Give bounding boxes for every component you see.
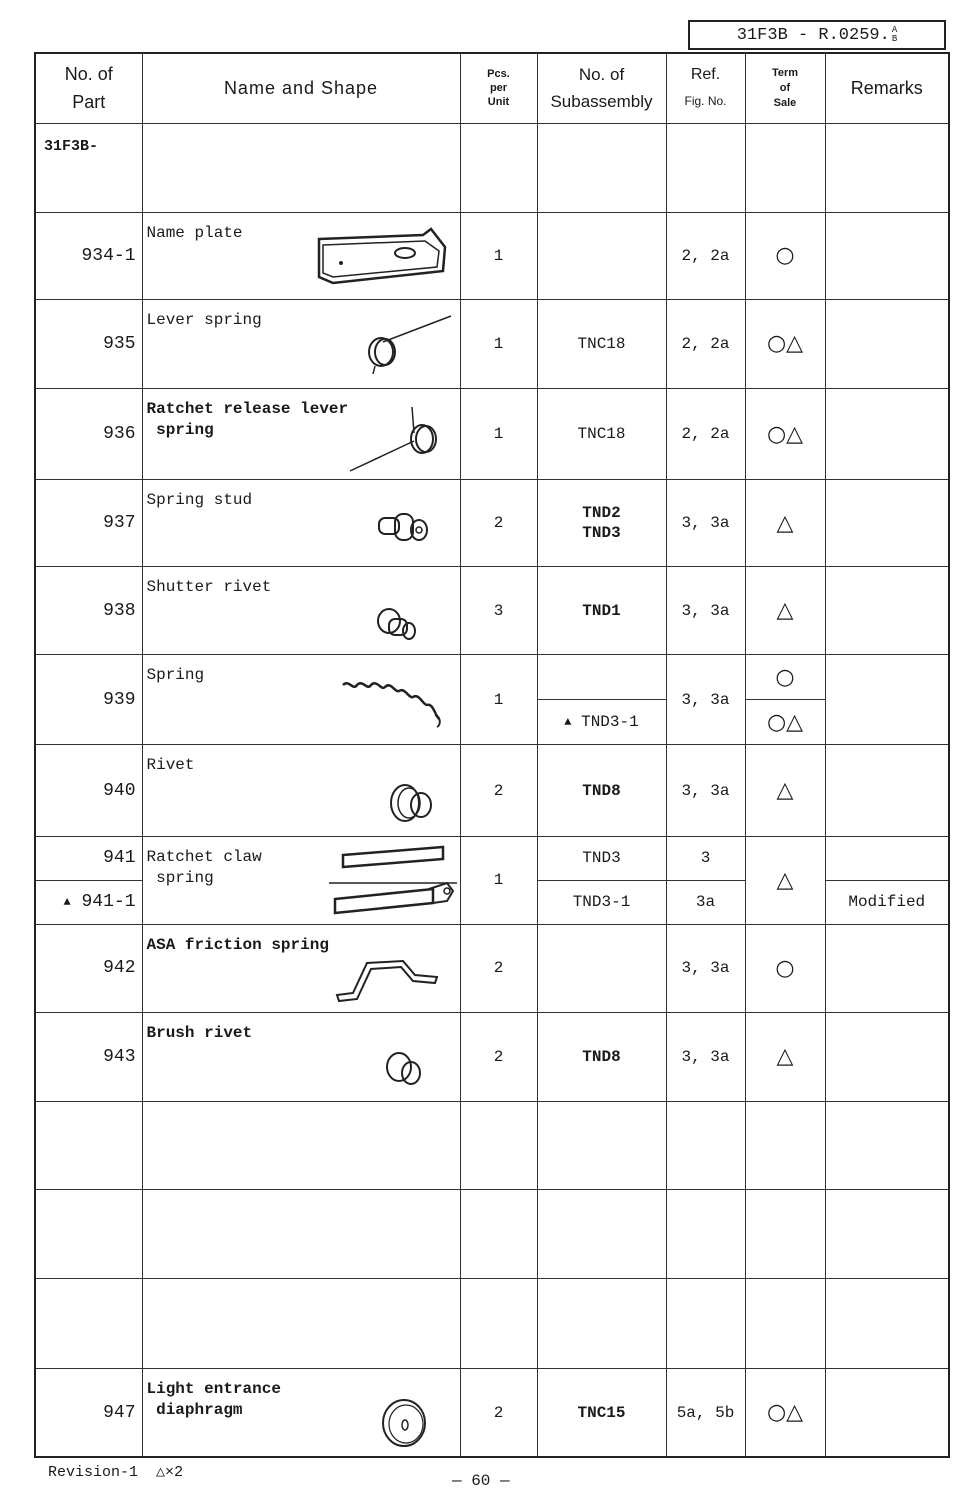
- term-of-sale: ○△: [745, 1369, 825, 1457]
- revision-label: Revision-1: [48, 1464, 139, 1481]
- pcs-per-unit: 1: [460, 299, 537, 388]
- ref-fig: 3, 3a: [666, 480, 745, 567]
- ref-fig: 2, 2a: [666, 212, 745, 299]
- term-of-sale-modified: ○△: [746, 699, 825, 744]
- remarks: [825, 388, 949, 479]
- part-name: Brush rivet: [146, 1023, 253, 1042]
- term-of-sale: ○: [775, 664, 795, 690]
- header-remarks: Remarks: [825, 53, 949, 123]
- part-number: 941: [103, 848, 136, 869]
- pcs-per-unit: 2: [460, 480, 537, 567]
- term-of-sale-cell: [745, 655, 825, 745]
- part-name-cell: [142, 836, 460, 924]
- table-row: [35, 1369, 949, 1457]
- ref-fig: 3: [700, 849, 711, 868]
- part-name-cell: [142, 1012, 460, 1101]
- part-number-modified: ▲ 941-1: [36, 880, 142, 924]
- table-row: [35, 388, 949, 479]
- ref-fig-cell: [666, 836, 745, 924]
- part-number: 943: [35, 1012, 142, 1101]
- term-of-sale: ○: [745, 924, 825, 1012]
- part-name-cell: [142, 745, 460, 836]
- brush-rivet-drawing: [383, 1049, 427, 1089]
- part-name-cell: [142, 655, 460, 745]
- subassembly: TND1: [537, 567, 666, 655]
- remarks: [825, 567, 949, 655]
- ref-fig: 2, 2a: [666, 388, 745, 479]
- shutter-rivet-drawing: [373, 605, 423, 645]
- subassembly: [537, 924, 666, 1012]
- subassembly: [538, 655, 666, 699]
- subassembly-modified: TND3-1: [538, 880, 666, 924]
- remarks: [825, 745, 949, 836]
- part-name-cell: [142, 1369, 460, 1457]
- parts-table: [34, 52, 950, 1458]
- term-of-sale: △: [745, 836, 825, 924]
- part-number: 939: [35, 655, 142, 745]
- page-number: — 60 —: [452, 1472, 510, 1490]
- term-of-sale: ○△: [745, 388, 825, 479]
- reference-code-box: [688, 20, 946, 50]
- table-row: [35, 836, 949, 924]
- term-of-sale: △: [745, 1012, 825, 1101]
- part-name: Ratchet claw spring: [146, 847, 262, 887]
- part-name: Spring: [146, 666, 205, 685]
- friction-spring-drawing: [333, 955, 443, 1009]
- table-row: [35, 745, 949, 836]
- part-name: Shutter rivet: [146, 578, 272, 597]
- part-number: 936: [35, 388, 142, 479]
- part-number: 947: [35, 1369, 142, 1457]
- header-subassembly: No. of Subassembly: [537, 53, 666, 123]
- header-ref-fig: Ref. Fig. No.: [666, 53, 745, 123]
- subassembly: TND3: [582, 524, 621, 543]
- ref-fig: 3, 3a: [666, 1012, 745, 1101]
- ref-fig-modified: 3a: [667, 880, 745, 924]
- ref-fig: 3, 3a: [666, 745, 745, 836]
- part-name: Lever spring: [146, 310, 262, 329]
- subassembly-cell: [537, 655, 666, 745]
- table-row: [35, 299, 949, 388]
- empty-row: [35, 1279, 949, 1369]
- subassembly: [537, 212, 666, 299]
- subassembly: TNC18: [537, 388, 666, 479]
- pcs-per-unit: 2: [460, 924, 537, 1012]
- term-of-sale: △: [745, 745, 825, 836]
- header-name-shape: Name and Shape: [142, 53, 460, 123]
- pcs-per-unit: 1: [460, 388, 537, 479]
- subassembly: TNC18: [537, 299, 666, 388]
- remarks-cell: [825, 836, 949, 924]
- reference-code: 31F3B - R.0259.: [736, 25, 890, 45]
- subassembly: TND8: [537, 1012, 666, 1101]
- empty-row: [35, 1190, 949, 1279]
- part-name-cell: [142, 299, 460, 388]
- part-number: 934-1: [35, 212, 142, 299]
- header-term-of-sale: Term of Sale: [745, 53, 825, 123]
- remarks: Modified: [826, 880, 949, 924]
- pcs-per-unit: 3: [460, 567, 537, 655]
- part-number: 938: [35, 567, 142, 655]
- table-row: [35, 655, 949, 745]
- part-name: Spring stud: [146, 491, 253, 510]
- ref-fig: 5a, 5b: [666, 1369, 745, 1457]
- reference-code-suffix: A B: [891, 25, 898, 44]
- remarks: [825, 480, 949, 567]
- table-row: [35, 1012, 949, 1101]
- remarks: [825, 655, 949, 745]
- part-name: ASA friction spring: [146, 935, 329, 954]
- part-number-cell: [35, 836, 142, 924]
- remarks: [825, 299, 949, 388]
- rivet-drawing: [387, 781, 437, 825]
- revision-mark: △×2: [156, 1464, 184, 1481]
- subassembly: TND2: [582, 504, 621, 523]
- pcs-per-unit: 1: [460, 655, 537, 745]
- pcs-per-unit: 2: [460, 745, 537, 836]
- part-name-cell: [142, 924, 460, 1012]
- pcs-per-unit: 2: [460, 1012, 537, 1101]
- remarks: [825, 212, 949, 299]
- header-row: [35, 53, 949, 123]
- empty-row: [35, 1101, 949, 1189]
- part-prefix: 31F3B-: [35, 123, 142, 212]
- ref-fig: 2, 2a: [666, 299, 745, 388]
- part-number: 940: [35, 745, 142, 836]
- subassembly: TND3: [582, 849, 621, 868]
- part-name-cell: [142, 567, 460, 655]
- part-name-cell: [142, 480, 460, 567]
- part-number: 937: [35, 480, 142, 567]
- subassembly-cell: [537, 836, 666, 924]
- table-row: [35, 480, 949, 567]
- remarks: [825, 924, 949, 1012]
- part-name: Ratchet release lever spring: [146, 399, 349, 439]
- remarks: [825, 1369, 949, 1457]
- subassembly: TNC15: [537, 1369, 666, 1457]
- term-of-sale: △: [745, 567, 825, 655]
- term-of-sale: ○: [745, 212, 825, 299]
- term-of-sale: △: [745, 480, 825, 567]
- table-row: [35, 567, 949, 655]
- part-name-cell: [142, 388, 460, 479]
- part-name-cell: [142, 212, 460, 299]
- subassembly-modified: ▲ TND3-1: [538, 699, 666, 744]
- part-number: 942: [35, 924, 142, 1012]
- ref-fig: 3, 3a: [666, 655, 745, 745]
- pcs-per-unit: 2: [460, 1369, 537, 1457]
- term-of-sale: ○△: [745, 299, 825, 388]
- pcs-per-unit: 1: [460, 836, 537, 924]
- header-pcs-per-unit: Pcs. per Unit: [460, 53, 537, 123]
- ref-fig: 3, 3a: [666, 924, 745, 1012]
- part-name: Name plate: [146, 223, 243, 242]
- part-number: 935: [35, 299, 142, 388]
- prefix-row: [35, 123, 949, 212]
- subassembly-cell: [537, 480, 666, 567]
- spring-stud-drawing: [373, 508, 433, 548]
- subassembly: TND8: [537, 745, 666, 836]
- table-row: [35, 212, 949, 299]
- header-part-number: No. of Part: [35, 53, 142, 123]
- pcs-per-unit: 1: [460, 212, 537, 299]
- table-row: [35, 924, 949, 1012]
- part-name: Light entrance diaphragm: [146, 1380, 281, 1420]
- revision-note: [48, 1462, 183, 1481]
- ref-fig: 3, 3a: [666, 567, 745, 655]
- part-name: Rivet: [146, 756, 195, 775]
- remarks: [825, 1012, 949, 1101]
